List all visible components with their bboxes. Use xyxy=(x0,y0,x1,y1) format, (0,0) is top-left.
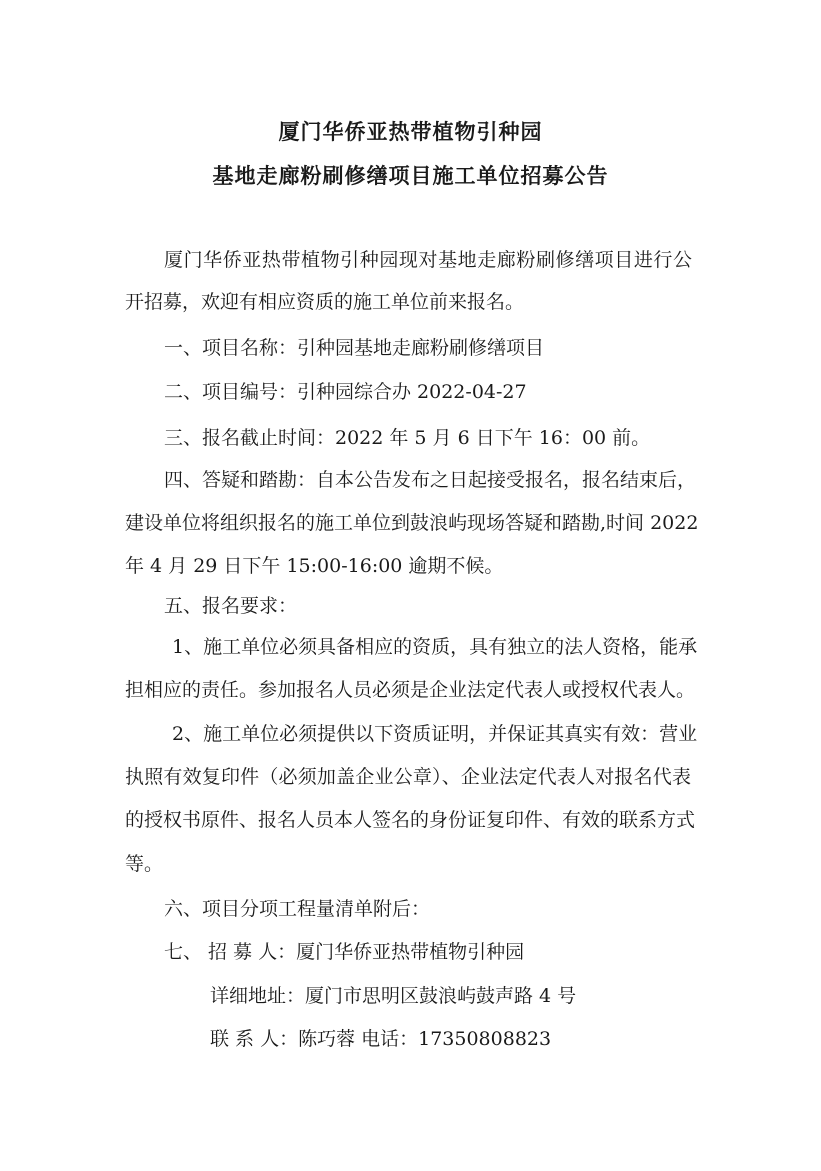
requirement1-line1: 1、施工单位必须具备相应的资质，具有独立的法人资格，能承 xyxy=(172,636,698,658)
qa-line2: 建设单位将组织报名的施工单位到鼓浪屿现场答疑和踏勘,时间 2022 xyxy=(125,512,699,534)
bill-of-quantities: 六、项目分项工程量清单附后： xyxy=(164,898,431,920)
intro-line2: 开招募，欢迎有相应资质的施工单位前来报名。 xyxy=(125,291,525,313)
requirements-heading: 五、报名要求： xyxy=(164,595,298,617)
requirement2-line1: 2、施工单位必须提供以下资质证明，并保证其真实有效：营业 xyxy=(172,723,698,745)
requirement1-line2: 担相应的责任。参加报名人员必须是企业法定代表人或授权代表人。 xyxy=(125,679,696,701)
requirement2-line3: 的授权书原件、报名人员本人签名的身份证复印件、有效的联系方式 xyxy=(125,809,696,831)
qa-line3: 年 4 月 29 日下午 15:00-16:00 逾期不候。 xyxy=(125,555,504,577)
project-name: 一、项目名称：引种园基地走廊粉刷修缮项目 xyxy=(164,337,545,359)
project-number: 二、项目编号：引种园综合办 2022-04-27 xyxy=(164,381,527,403)
address: 详细地址：厦门市思明区鼓浪屿鼓声路 4 号 xyxy=(210,985,577,1007)
notice-title-line2: 基地走廊粉刷修缮项目施工单位招募公告 xyxy=(212,164,609,188)
intro-line1: 厦门华侨亚热带植物引种园现对基地走廊粉刷修缮项目进行公 xyxy=(164,249,692,271)
requirement2-line2: 执照有效复印件（必须加盖企业公章）、企业法定代表人对报名代表 xyxy=(125,766,691,788)
notice-title-line1: 厦门华侨亚热带植物引种园 xyxy=(278,120,543,144)
requirement2-line4: 等。 xyxy=(125,853,164,875)
registration-deadline: 三、报名截止时间：2022 年 5 月 6 日下午 16：00 前。 xyxy=(164,427,651,449)
contact-person: 联 系 人：陈巧蓉 电话：17350808823 xyxy=(210,1028,552,1050)
qa-line1: 四、答疑和踏勘：自本公告发布之日起接受报名，报名结束后， xyxy=(164,469,697,491)
recruiter: 七、 招 募 人：厦门华侨亚热带植物引种园 xyxy=(164,941,525,963)
